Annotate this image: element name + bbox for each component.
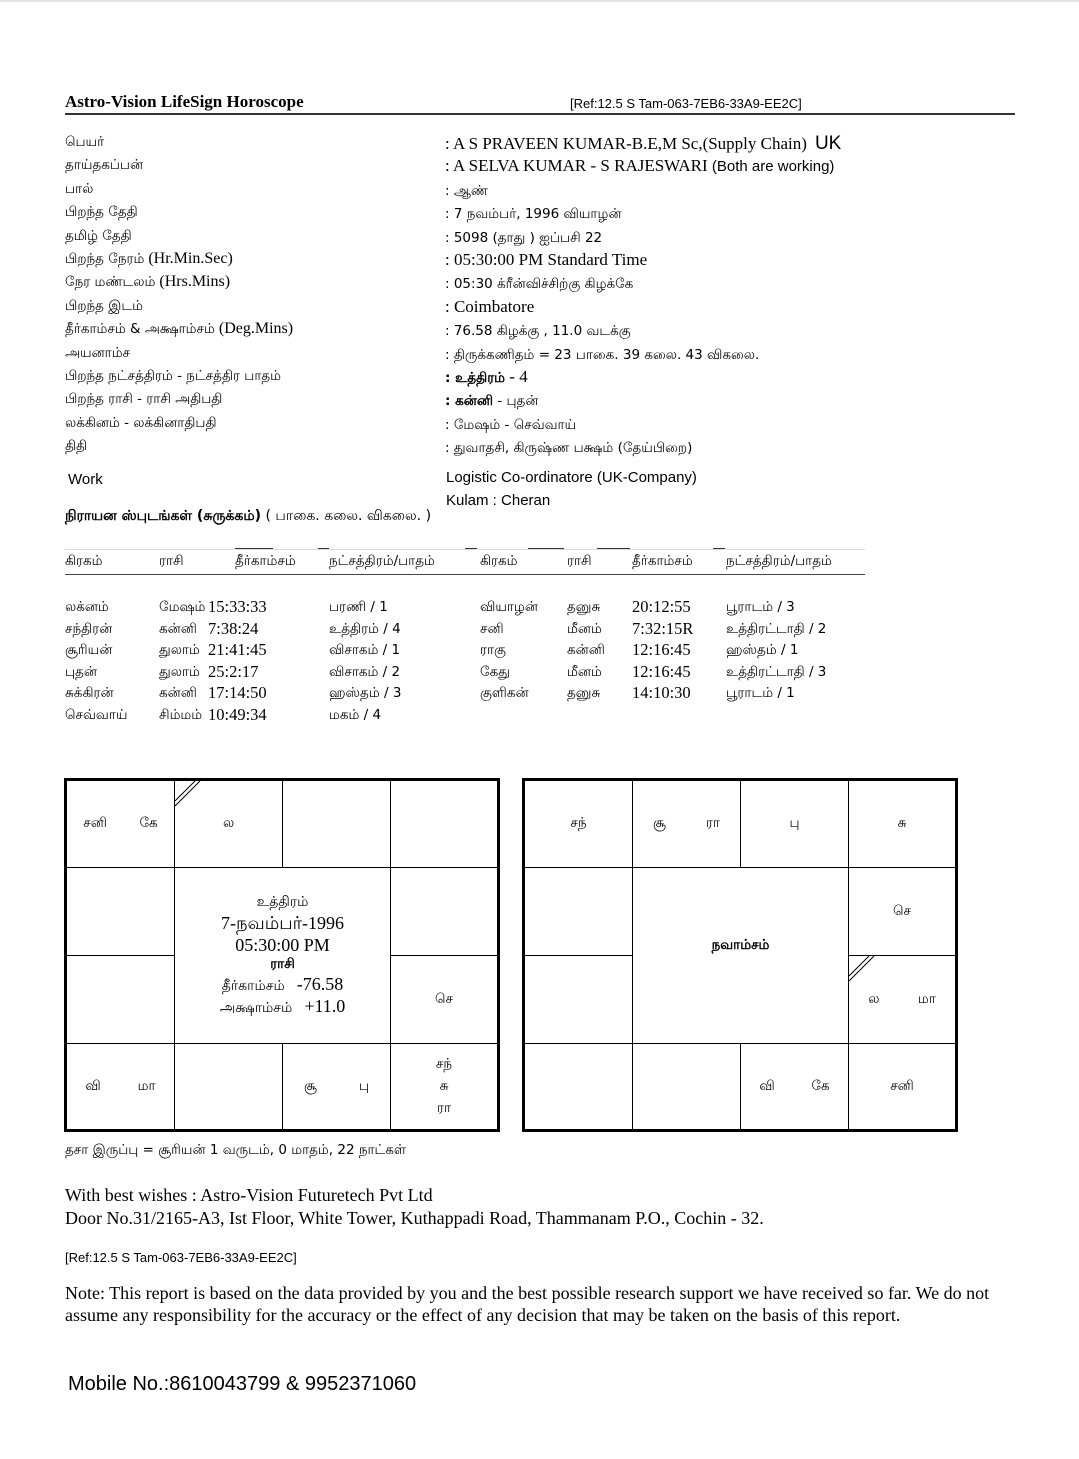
sputa-title-text: நிராயன ஸ்புடங்கள் (சுருக்கம்) <box>65 508 261 524</box>
table-row <box>65 619 885 641</box>
table-row <box>65 662 885 684</box>
work-label: Work <box>68 471 103 488</box>
info-value: - 4 <box>505 366 528 386</box>
best-wishes: With best wishes : Astro-Vision Futuretech Pvt Ltd <box>65 1185 433 1205</box>
sputa-units: ( பாகை. கலை. விகலை. ) <box>261 508 432 524</box>
info-row-tamil-date <box>65 227 1015 250</box>
header-overline <box>713 548 725 549</box>
header-overline <box>528 548 564 549</box>
info-row-birth-place <box>65 297 1015 320</box>
cell-rasi: மீனம் <box>567 663 602 680</box>
house-makaram <box>524 955 633 1044</box>
cell-star-pada: பூராடம் / 1 <box>726 685 795 702</box>
info-row-coordinates <box>65 320 1015 343</box>
rasi-chart-center <box>174 867 391 1044</box>
cell-rasi: தனுசு <box>567 599 601 615</box>
cell-planet: சூரியன் <box>65 642 113 659</box>
col-header-star-pada: நட்சத்திரம்/பாதம் <box>329 553 435 569</box>
cell-longitude: 7:32:15R <box>632 618 694 638</box>
info-row-rasi <box>65 390 1015 413</box>
planet-label: சூ <box>653 815 666 831</box>
cell-star-pada: உத்திரட்டாதி / 3 <box>726 663 827 680</box>
cell-planet: சனி <box>480 620 504 637</box>
house-rishabam <box>282 780 391 868</box>
header-overline <box>465 548 477 549</box>
house-meenam <box>524 780 633 868</box>
info-label: பிறந்த ராசி - ராசி அதிபதி <box>65 391 223 408</box>
info-label: தாய்தகப்பன் <box>65 157 144 174</box>
house-viruchigam <box>174 1043 283 1130</box>
cell-planet: ராகு <box>480 642 506 659</box>
planet-label: செ <box>435 990 453 1007</box>
cell-longitude: 14:10:30 <box>632 683 691 703</box>
cell-longitude: 17:14:50 <box>208 683 267 703</box>
cell-longitude: 12:16:45 <box>632 640 691 660</box>
center-latitude-label: அக்ஷாம்சம் <box>219 999 293 1016</box>
rasi-chart <box>64 778 500 1132</box>
cell-star-pada: பரணி / 1 <box>329 599 388 615</box>
info-value: : திருக்கணிதம் = 23 பாகை. 39 கலை. 43 விகலை. <box>445 346 760 363</box>
page-top-border <box>0 0 1079 2</box>
center-latitude <box>220 996 346 1018</box>
cell-rasi: துலாம் <box>159 642 200 659</box>
cell-planet: சுக்கிரன் <box>65 685 114 702</box>
col-header-planet: கிரகம் <box>480 553 518 569</box>
cell-planet: வியாழன் <box>480 599 538 615</box>
cell-longitude: 10:49:34 <box>208 704 267 724</box>
info-label: பிறந்த இடம் <box>65 297 143 314</box>
house-katakam <box>848 867 956 956</box>
info-label-en: (Hrs.Mins) <box>155 273 231 291</box>
info-value: : மேஷம் - செவ்வாய் <box>445 416 577 433</box>
kulam-value: Kulam : Cheran <box>446 492 551 509</box>
col-header-longitude: தீர்காம்சம் <box>235 553 296 569</box>
planet-label: ரா <box>436 1099 452 1116</box>
info-row-time-zone <box>65 273 1015 296</box>
planet-label: சந் <box>435 1055 453 1072</box>
planet-label: சனி <box>890 1077 914 1094</box>
info-label-en: (Hr.Min.Sec) <box>144 249 233 267</box>
cell-longitude: 21:41:45 <box>208 640 267 660</box>
info-value-bold: : கன்னி <box>445 393 493 410</box>
info-row-name <box>65 133 1015 156</box>
center-longitude-value: -76.58 <box>296 973 344 994</box>
house-dhanusu <box>524 1043 633 1130</box>
lagna-marker-icon <box>175 781 203 809</box>
center-longitude <box>222 974 344 996</box>
cell-rasi: தனுசு <box>567 685 601 702</box>
header-overline <box>235 548 273 549</box>
planet-label: வி <box>85 1077 101 1094</box>
col-header-longitude: தீர்காம்சம் <box>632 553 693 569</box>
planet-label: சு <box>439 1077 449 1094</box>
info-row-star <box>65 367 1015 390</box>
center-latitude-value: +11.0 <box>304 995 346 1016</box>
cell-planet: லக்னம் <box>65 599 109 615</box>
house-mesham <box>632 780 741 868</box>
info-value: : Coimbatore <box>445 296 535 316</box>
info-row-birth-time <box>65 250 1015 273</box>
house-mithunam <box>848 780 956 868</box>
house-simmam <box>848 955 956 1044</box>
cell-planet: செவ்வாய் <box>65 706 128 723</box>
dasa-balance <box>65 1141 406 1160</box>
info-label-en: (Deg.Mins) <box>214 320 294 338</box>
mobile-number: Mobile No.:8610043799 & 9952371060 <box>68 1373 417 1395</box>
planet-label: சந் <box>570 815 587 831</box>
planet-label: ரா <box>705 815 720 831</box>
cell-longitude: 20:12:55 <box>632 597 691 616</box>
birth-details <box>65 133 1015 460</box>
navamsa-chart <box>522 778 958 1132</box>
cell-star-pada: ஹஸ்தம் / 3 <box>329 685 402 702</box>
planet-table-header <box>65 549 865 575</box>
cell-star-pada: விசாகம் / 2 <box>329 663 401 680</box>
info-label: தீர்காம்சம் & அக்ஷாம்சம் <box>65 321 215 338</box>
header-overline <box>318 548 329 549</box>
table-row <box>65 705 885 727</box>
house-mithunam <box>390 780 498 868</box>
info-value: : A S PRAVEEN KUMAR-B.E,M Sc,(Supply Chain) <box>445 134 807 153</box>
info-label: அயனாம்ச <box>65 344 131 361</box>
cell-star-pada: பூராடம் / 3 <box>726 599 795 615</box>
cell-longitude: 25:2:17 <box>208 661 259 681</box>
cell-rasi: சிம்மம் <box>159 706 203 723</box>
info-suffix: (Both are working) <box>711 158 835 176</box>
header-overline <box>597 548 630 549</box>
info-value: : 05:30 க்ரீன்விச்சிற்கு கிழக்கே <box>445 276 634 293</box>
house-kumbam <box>66 867 175 956</box>
lagna-marker-icon <box>849 956 877 984</box>
report-ref-bottom: [Ref:12.5 S Tam-063-7EB6-33A9-EE2C] <box>65 1250 297 1265</box>
info-value: : 5098 (தாது ) ஐப்பசி 22 <box>445 229 603 246</box>
info-row-lagna <box>65 414 1015 437</box>
planet-label: பு <box>358 1077 369 1094</box>
house-thulam <box>740 1043 849 1130</box>
info-value: : A SELVA KUMAR - S RAJESWARI <box>445 156 708 176</box>
planet-label: செ <box>893 902 911 919</box>
cell-star-pada: உத்திரட்டாதி / 2 <box>726 620 827 637</box>
cell-planet: குளிகன் <box>480 685 529 702</box>
table-row <box>65 683 885 705</box>
cell-rasi: மீனம் <box>567 620 602 637</box>
col-header-rasi: ராசி <box>159 553 184 569</box>
house-makaram <box>66 955 175 1044</box>
house-kanni <box>390 1043 498 1130</box>
work-value: Logistic Co-ordinatore (UK-Company) <box>446 469 697 486</box>
info-suffix: UK <box>814 133 842 154</box>
center-time: 05:30:00 PM <box>235 934 330 955</box>
house-kanni <box>848 1043 956 1130</box>
info-label: பிறந்த தேதி <box>65 204 138 221</box>
navamsa-chart-center <box>632 867 849 1044</box>
center-star: உத்திரம் <box>256 893 309 910</box>
house-katakam <box>390 867 498 956</box>
house-simmam <box>390 955 498 1044</box>
col-header-planet: கிரகம் <box>65 553 103 569</box>
center-date <box>221 912 344 934</box>
planet-label: ல <box>868 990 880 1007</box>
info-label: நேர மண்டலம் <box>65 274 156 291</box>
info-label: பிறந்த நேரம் <box>65 250 145 267</box>
table-row <box>65 597 885 619</box>
cell-rasi: துலாம் <box>159 663 200 680</box>
planet-label: ல <box>223 815 235 831</box>
center-longitude-label: தீர்காம்சம் <box>221 977 285 994</box>
cell-planet: கேது <box>480 663 510 680</box>
info-row-tithi <box>65 437 1015 460</box>
info-value-bold: : உத்திரம் <box>445 369 506 386</box>
center-date-text: 7-நவம்பர்-1996 <box>220 912 345 933</box>
cell-star-pada: ஹஸ்தம் / 1 <box>726 642 799 659</box>
info-value: - புதன் <box>492 393 539 410</box>
planet-label: சனி <box>83 815 107 831</box>
info-row-ayanamsa <box>65 344 1015 367</box>
planet-label: வி <box>759 1077 775 1094</box>
center-chart-name: நவாம்சம் <box>711 936 770 953</box>
header-divider <box>65 113 1015 115</box>
house-viruchigam <box>632 1043 741 1130</box>
cell-longitude: 12:16:45 <box>632 661 691 681</box>
center-chart-name: ராசி <box>270 955 295 972</box>
info-label: லக்கினம் - லக்கினாதிபதி <box>65 414 217 431</box>
info-label: பிறந்த நட்சத்திரம் - நட்சத்திர பாதம் <box>65 367 282 384</box>
cell-longitude: 7:38:24 <box>208 618 259 638</box>
cell-planet: புதன் <box>65 663 97 680</box>
planet-label: கே <box>139 815 158 831</box>
info-row-gender <box>65 180 1015 203</box>
info-label: பால் <box>65 180 94 197</box>
house-thulam <box>282 1043 391 1130</box>
info-label: பெயர் <box>65 134 105 150</box>
planet-label: சு <box>897 815 907 831</box>
dasa-balance-text: தசா இருப்பு = சூரியன் 1 வருடம், 0 மாதம், 22 நாட்கள் <box>65 1142 407 1158</box>
info-value: : 7 நவம்பர், 1996 வியாழன் <box>445 206 622 223</box>
planet-label: கே <box>811 1077 830 1094</box>
info-row-parents <box>65 156 1015 179</box>
cell-rasi: கன்னி <box>567 642 605 659</box>
col-header-star-pada: நட்சத்திரம்/பாதம் <box>726 553 832 569</box>
cell-planet: சந்திரன் <box>65 620 113 637</box>
house-meenam <box>66 780 175 868</box>
cell-star-pada: விசாகம் / 1 <box>329 642 401 659</box>
info-value: : ஆண் <box>445 182 489 199</box>
planet-label: மா <box>137 1077 156 1094</box>
info-value: : 76.58 கிழக்கு , 11.0 வடக்கு <box>445 323 631 340</box>
house-mesham <box>174 780 283 868</box>
planet-label: சூ <box>304 1077 317 1094</box>
house-rishabam <box>740 780 849 868</box>
planet-table-body <box>65 597 885 727</box>
cell-rasi: கன்னி <box>159 620 197 637</box>
cell-longitude: 15:33:33 <box>208 597 267 616</box>
house-dhanusu <box>66 1043 175 1130</box>
cell-rasi: மேஷம் <box>159 599 206 615</box>
info-label: தமிழ் தேதி <box>65 227 132 244</box>
info-value: : துவாதசி, கிருஷ்ண பக்ஷம் (தேய்பிறை) <box>445 440 693 457</box>
table-row <box>65 640 885 662</box>
company-address: Door No.31/2165-A3, Ist Floor, White Tower, Kuthappadi Road, Thammanam P.O., Cochin - 32. <box>65 1208 764 1228</box>
info-label: திதி <box>65 438 88 455</box>
cell-star-pada: உத்திரம் / 4 <box>329 620 401 637</box>
disclaimer-note: Note: This report is based on the data provided by you and the best possible research support we have received so far. We do not assume any responsibility for the accuracy or the effect of any decision that may be taken on the basis of this report. <box>65 1283 990 1325</box>
info-row-birth-date <box>65 203 1015 226</box>
col-header-rasi: ராசி <box>567 553 592 569</box>
info-value: : 05:30:00 PM Standard Time <box>445 249 648 269</box>
planet-label: பு <box>789 815 800 831</box>
report-title: Astro-Vision LifeSign Horoscope <box>65 92 304 111</box>
cell-star-pada: மகம் / 4 <box>329 706 382 723</box>
house-kumbam <box>524 867 633 956</box>
planet-label: மா <box>917 990 936 1007</box>
report-ref-top: [Ref:12.5 S Tam-063-7EB6-33A9-EE2C] <box>570 96 802 111</box>
cell-rasi: கன்னி <box>159 685 197 702</box>
sputa-title <box>65 508 431 526</box>
